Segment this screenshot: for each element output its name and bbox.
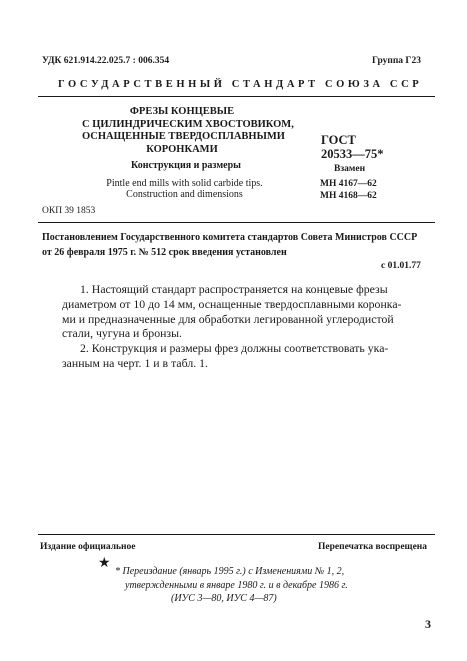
replaced-standards — [320, 178, 377, 202]
document-title — [82, 106, 294, 156]
title-line: КОРОНКАМИ — [146, 143, 218, 155]
title-line: ОСНАЩЕННЫЕ ТВЕРДОСПЛАВНЫМИ — [82, 131, 285, 142]
footnote-line: утвержденными в январе 1980 г. и в декабре 1986 г. — [125, 579, 348, 591]
decree-text — [42, 230, 417, 260]
effective-date: с 01.01.77 — [381, 261, 421, 271]
decree-line: от 26 февраля 1975 г. № 512 срок введения установлен — [42, 247, 287, 258]
title-line: ФРЕЗЫ КОНЦЕВЫЕ — [129, 106, 235, 117]
decree-line: Постановлением Государственного комитета стандартов Совета Министров СССР — [42, 232, 418, 243]
paragraph-1-line: ми и предназначенные для обработки легированной углеродистой — [62, 311, 394, 326]
group-code: Группа Г23 — [372, 56, 421, 66]
body-text — [62, 282, 402, 371]
replaced-standard: МН 4167—62 — [320, 179, 377, 189]
gost-label: ГОСТ — [321, 133, 356, 147]
page-number: 3 — [425, 617, 431, 631]
title-line: С ЦИЛИНДРИЧЕСКИМ ХВОСТОВИКОМ, — [82, 118, 294, 130]
document-subtitle: Конструкция и размеры — [131, 160, 241, 171]
paragraph-1-line: 1. Настоящий стандарт распространяется на концевые фрезы — [80, 282, 388, 296]
okp-code: ОКП 39 1853 — [42, 206, 96, 216]
english-title-line: Construction and dimensions — [126, 189, 243, 200]
paragraph-2-line: занным на черт. 1 и в табл. 1. — [62, 355, 208, 370]
official-edition: Издание официальное — [40, 542, 136, 552]
gost-designation — [321, 133, 384, 161]
english-title-line: Pintle end mills with solid carbide tips. — [106, 178, 263, 189]
replaced-standard: МН 4168—62 — [320, 191, 377, 201]
footnote-line: * Переиздание (январь 1995 г.) с Изменениями № 1, 2, — [115, 566, 345, 577]
udk-code: УДК 621.914.22.025.7 : 006.354 — [42, 56, 170, 66]
footer-rule — [38, 534, 435, 535]
standard-title: ГОСУДАРСТВЕННЫЙ СТАНДАРТ СОЮЗА ССР — [58, 79, 423, 90]
okp-rule — [38, 222, 435, 223]
english-title — [97, 178, 272, 200]
replaces-label: Взамен — [334, 164, 366, 174]
paragraph-1-line: диаметром от 10 до 14 мм, оснащенные твердосплавными коронка- — [62, 296, 402, 311]
paragraph-2-line: 2. Конструкция и размеры фрез должны соответствовать ука- — [80, 341, 389, 356]
paragraph-1-line: стали, чугуна и бронзы. — [62, 326, 182, 341]
reprint-notice: Перепечатка воспрещена — [318, 542, 428, 552]
footnote-line: (ИУС 3—80, ИУС 4—87) — [171, 593, 277, 604]
gost-number: 20533—75* — [321, 147, 384, 161]
footnote — [115, 565, 348, 606]
star-icon: ★ — [98, 556, 111, 571]
header-rule — [38, 96, 435, 97]
